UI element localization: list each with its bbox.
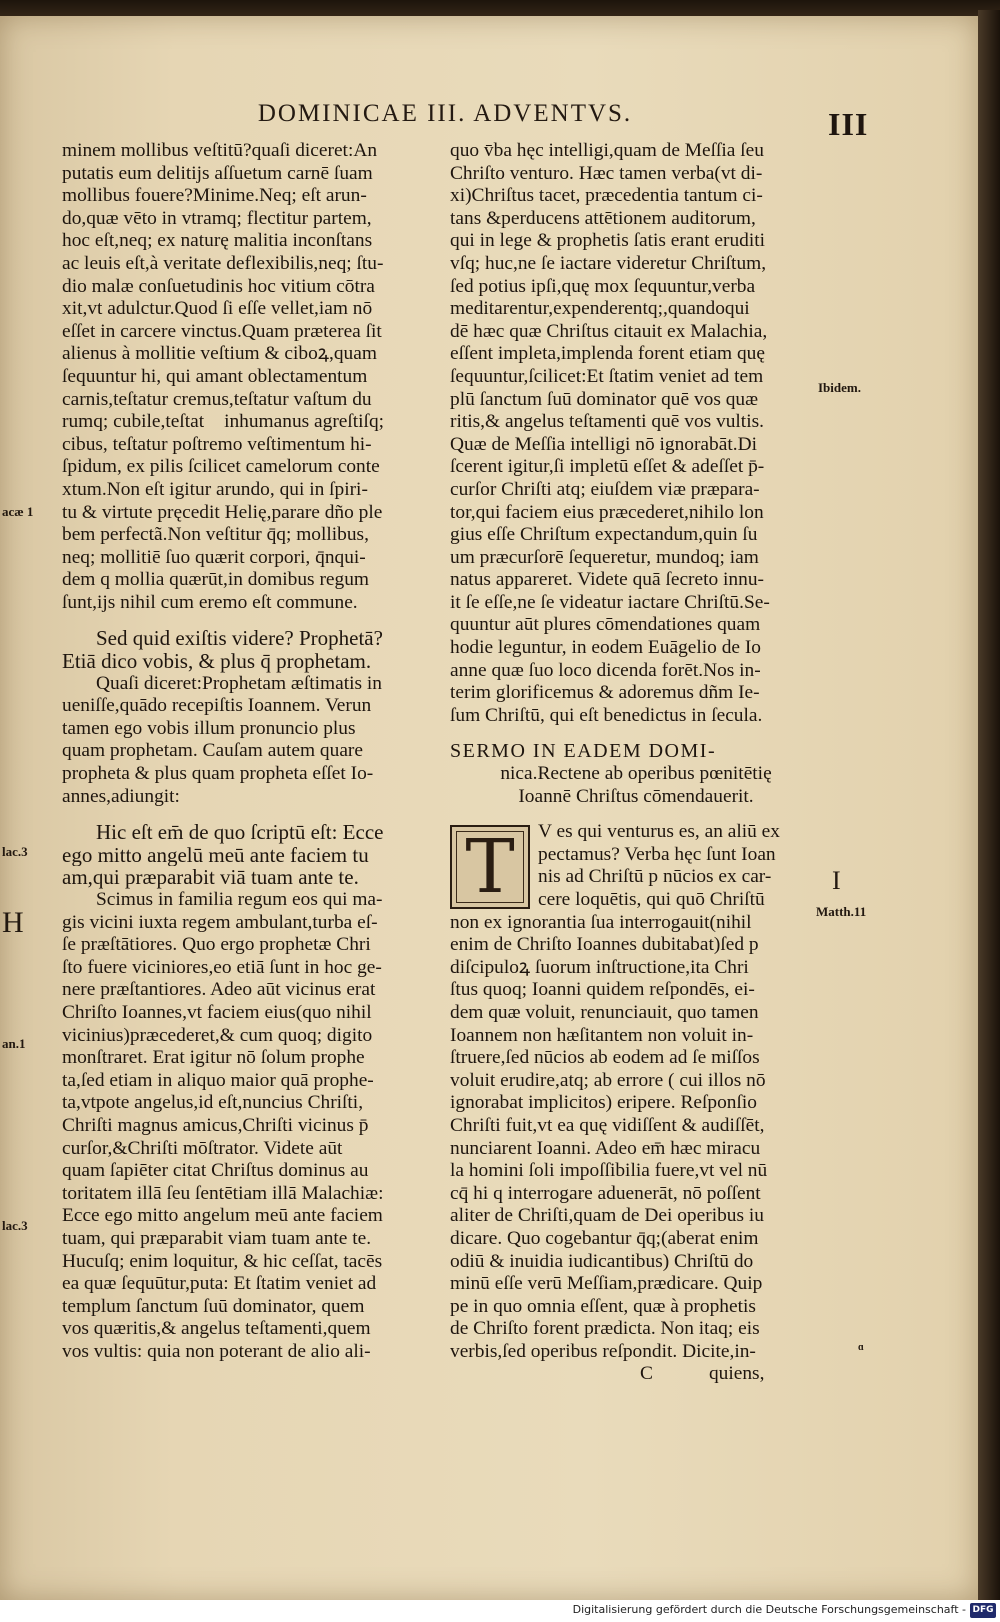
dropcap-paragraph — [450, 821, 822, 911]
text-line: ac leuis eſt,à veritate deflexibilis,neq; ſtu- — [62, 252, 384, 274]
text-line: ſum Chriſtū, qui eſt benedictus in ſecula. — [450, 704, 763, 726]
text-line: rumq; cubile,teſtatᷓ inhumanus agreſtiſq; — [62, 411, 385, 433]
text-line: dio malæ conſuetudinis hoc vitium cōtra — [62, 275, 375, 297]
text-line: Scimus in familia regum eos qui ma- — [96, 889, 383, 910]
text-line: dem quæ voluit, renunciauit, quo tamen — [450, 1001, 759, 1023]
text-line: ſtruere,ſed nūcios ab eodem ad ſe miſſos — [450, 1047, 760, 1069]
text-line: tu & virtute pręcedit Helię,parare dño ple — [62, 501, 383, 523]
verse-line: ego mitto angelū meū ante faciem tu — [62, 843, 369, 867]
left-paragraph-2 — [62, 673, 424, 809]
text-line: ritis,& angelus teſtamenti quē vos vultis. — [450, 411, 764, 433]
margin-note-right: Matth.11 — [816, 904, 867, 919]
text-line: do,quæ vēto in vtramq; flectitur partem, — [62, 207, 372, 229]
margin-note-left: lac.3 — [2, 1218, 28, 1233]
text-line: xi)Chriſtus tacet, præcedentia tantum ci- — [450, 185, 763, 207]
text-line: quam prophetam. Cauſam autem quare — [62, 740, 363, 762]
text-line: dem q mollia quærūt,in domibus regum — [62, 569, 369, 591]
sermon-title-line: nica.Rectene ab operibus pœnitētię — [500, 763, 772, 785]
text-line: nere præſtantiores. Adeo aūt vicinus erat — [62, 979, 376, 1001]
text-line: Chriſto venturo. Hæc tamen verba(vt di- — [450, 162, 763, 184]
text-line: eſſet in carcere vinctus.Quam præterea ſit — [62, 320, 382, 342]
text-line: Hucuſq; enim loquitur, & hic ceſſat, tacēs — [62, 1250, 383, 1272]
spacer — [62, 808, 424, 821]
spacer — [450, 727, 822, 740]
text-line: gis vicini iuxta regem ambulant,turba eſ- — [62, 911, 378, 933]
text-line: ſequuntur,ſcilicet:Et ſtatim veniet ad tem — [450, 365, 764, 387]
text-line: hodie leguntur, in eodem Euāgelio de Io — [450, 637, 761, 659]
text-line: minem mollibus veſtitū?quaſi diceret:An — [62, 140, 378, 161]
text-line: tor,qui faciem eius præcederet,nihilo lon — [450, 501, 764, 523]
text-line: dē hæc quæ Chriſtus citauit ex Malachia, — [450, 320, 768, 342]
text-line: cere loquētis, qui quō Chriſtū — [538, 889, 765, 910]
text-line: curſor Chriſti atq; eiuſdem viæ præpara- — [450, 478, 760, 500]
text-line: neq; mollitiē ſuo quærit corpori, q̄nqui- — [62, 546, 366, 568]
text-line: ſpidum, ex pilis ſcilicet camelorum conte — [62, 456, 380, 478]
sermon-heading — [450, 740, 822, 808]
text-line: it ſe eſſe,ne ſe videatur iactare Chriſtū.Se- — [450, 591, 770, 613]
signature-line — [450, 1363, 822, 1386]
text-line: annes,adiungit: — [62, 785, 180, 807]
text-line: xtum.Non eſt igitur arundo, qui in ſpiri- — [62, 478, 368, 500]
left-paragraph-3 — [62, 889, 424, 1363]
margin-numeral: I — [832, 866, 841, 895]
catchword: quiens, — [708, 1363, 765, 1385]
text-line: odiū & inuidia iudicantibus) Chriſtū do — [450, 1250, 754, 1272]
verse-line: Sed quid exiſtis videre? Prophetā? — [96, 627, 383, 651]
text-line: quo v̄ba hęc intelligi,quam de Meſſia ſeu — [450, 140, 764, 161]
ornamental-initial: T — [450, 825, 530, 909]
left-column — [62, 140, 424, 1363]
text-line: quuntur aūt plures cōmendationes quam — [450, 614, 761, 636]
text-line: anne quæ ſuo loco dicenda forēt.Nos in- — [450, 659, 761, 681]
text-line: ea quæ ſequūtur,puta: Et ſtatim veniet ad — [62, 1273, 377, 1295]
text-line: curſor,&Chriſti mōſtrator. Videte aūt — [62, 1137, 343, 1159]
text-line: ſtus quoq; Ioanni quidem reſpondēs, ei- — [450, 979, 755, 1001]
text-line: dicare. Quo cogebantur q̄q;(aberat enim — [450, 1227, 759, 1249]
text-line: ſe præſtātiores. Quo ergo prophetæ Chri — [62, 934, 371, 956]
right-column — [450, 140, 822, 1386]
text-line: V es qui venturus es, an aliū ex — [538, 821, 780, 843]
text-line: aliter de Chriſti,quam de Dei operibus iu — [450, 1205, 764, 1227]
verse-line: am,qui præparabit viā tuam ante te. — [62, 866, 359, 889]
verse-line: Hic eſt em̄ de quo ſcriptū eſt: Ecce — [96, 821, 384, 844]
text-line: vos vultis: quia non poterant de alio ali- — [62, 1340, 371, 1362]
text-line: quam ſapiēter citat Chriſtus dominus au — [62, 1160, 369, 1182]
right-paragraph-1 — [450, 140, 822, 727]
margin-note-left: an.1 — [2, 1036, 26, 1051]
text-line: ignorabat implicitos) eripere. Reſponſio — [450, 1092, 757, 1114]
spacer — [62, 614, 424, 627]
text-line: eſſent impleta,implenda forent etiam quę — [450, 343, 765, 365]
digitization-footer — [0, 1600, 1000, 1622]
text-line: vicinius)præcederet,& cum quoq; digito — [62, 1024, 373, 1046]
text-line: ueniſſe,quādo recepiſtis Ioannem. Verun — [62, 695, 372, 717]
text-line: diſcipuloꝝ ſuorum inſtructione,ita Chri — [450, 956, 749, 978]
folio-number: III — [828, 106, 869, 142]
text-line: tamen ego vobis illum pronuncio plus — [62, 717, 356, 739]
text-line: verbis,ſed operibus reſpondit. Dicite,in- — [450, 1340, 756, 1362]
footer-credit: Digitalisierung gefördert durch die Deutsche Forschungsgemeinschaft - — [572, 1603, 966, 1616]
text-line: cq̄ hi q interrogare aduenerāt, nō poſſent — [450, 1182, 761, 1204]
text-line: templum ſanctum ſuū dominator, quem — [62, 1295, 365, 1317]
text-line: mollibus fouere?Minime.Neq; eſt arun- — [62, 185, 367, 207]
signature-mark: C — [640, 1363, 653, 1385]
margin-note-right: Ibidem. — [818, 380, 861, 395]
text-line: terim glorificemus & adoremus dñm Ie- — [450, 682, 760, 704]
margin-note-left: acæ 1 — [2, 504, 34, 519]
text-line: tans &perducens attētionem auditorum, — [450, 207, 756, 229]
text-line: xit,vt adulctur.Quod ſi eſſe vellet,iam nō — [62, 298, 373, 320]
text-line: Chriſti magnus amicus,Chriſti vicinus p̄ — [62, 1114, 369, 1136]
running-head: DOMINICAE III. ADVENTVS. — [257, 100, 633, 127]
sermon-title-line: SERMO IN EADEM DOMI- — [450, 740, 717, 763]
margin-letter: H — [2, 906, 24, 939]
text-line: monſtraret. Erat igitur nō ſolum prophe — [62, 1047, 365, 1069]
text-line: ſequuntur hi, qui amant oblectamentum — [62, 365, 368, 387]
text-line: cibus, teſtatur poſtremo veſtimentum hi- — [62, 433, 372, 455]
text-line: natus appareret. Videte quā ſecreto innu- — [450, 569, 764, 591]
text-line: propheta & plus quam propheta eſſet Io- — [62, 763, 374, 785]
page-edge — [978, 10, 1000, 1602]
text-line: ſto fuere viciniores,eo etiā ſunt in hoc ge- — [62, 956, 382, 978]
text-line: vſq; huc,ne ſe iactare videretur Chriſtum, — [450, 252, 767, 274]
text-line: pectamus? Verba hęc ſunt Ioan — [538, 843, 776, 865]
text-line: plū ſanctum ſuū dominator quē vos quæ — [450, 388, 759, 410]
text-line: ta,vtpote angelus,id eſt,nuncius Chriſti, — [62, 1092, 364, 1114]
text-line: carnis,teſtatur cremus,teſtatur vaſtum du — [62, 388, 372, 410]
text-line: non ex ignorantia ſua interrogauit(nihil — [450, 911, 752, 933]
text-line: hoc eſt,neq; ex naturę malitia inconſtans — [62, 230, 373, 252]
text-line: toritatem illā ſeu ſentētiam illā Malachiæ: — [62, 1182, 384, 1204]
left-paragraph-1 — [62, 140, 424, 614]
text-line: putatis eum delitijs aſſuetum carnē ſuam — [62, 162, 373, 184]
text-line: voluit erudire,atq; ab errore ( cui illos nō — [450, 1069, 766, 1091]
text-line: minū eſſe verū Meſſiam,prædicare. Quip — [450, 1273, 763, 1295]
text-line: Chriſti fuit,vt ea quę vidiſſent & audiſſēt, — [450, 1114, 765, 1136]
right-paragraph-2 — [450, 912, 822, 1364]
spacer — [450, 808, 822, 821]
text-line: nis ad Chriſtū p nūcios ex car- — [538, 866, 772, 888]
text-line: enim de Chriſto Ioannes dubitabat)ſed p — [450, 934, 759, 956]
text-line: la homini ſoli impoſſibilia fuere,vt vel nū — [450, 1160, 768, 1182]
text-line: nunciarent Ioanni. Adeo em̄ hæc miracu — [450, 1137, 761, 1159]
text-line: alienus à mollitie veſtium & ciboꝝ,quam — [62, 343, 377, 365]
text-line: meditarentur,expenderentq;,quandoqui — [450, 298, 750, 320]
text-line: Chriſto Ioannes,vt faciem eius(quo nihil — [62, 1001, 372, 1023]
text-line: gius eſſe Chriſtum expectandum,quin ſu — [450, 524, 758, 546]
text-line: ta,ſed etiam in aliquo maior quā prophe- — [62, 1069, 374, 1091]
verse-line: Etiā dico vobis, & plus q̄ prophetam. — [62, 650, 372, 673]
text-line: Ecce ego mitto angelum meū ante faciem — [62, 1205, 383, 1227]
text-line: pe in quo omnia eſſent, quæ à prophetis — [450, 1295, 756, 1317]
text-line: de Chriſto forent prædicta. Non itaq; eis — [450, 1318, 760, 1340]
text-line: um præcurſorē ſequeretur, mundoq; iam — [450, 546, 759, 568]
text-line: bem perfectã.Non veſtitur q̄q; mollibus, — [62, 524, 369, 546]
text-line: ſcerent igitur,ſi impletū eſſet & adeſſet p̄- — [450, 456, 765, 478]
text-line: ſed potius ipſi,quę mox ſequuntur,verba — [450, 275, 756, 297]
text-line: Quæ de Meſſia intelligi nō ignorabāt.Di — [450, 433, 757, 455]
margin-mark: ɑ — [858, 1342, 864, 1353]
text-line: ſunt,ijs nihil cum eremo eſt commune. — [62, 591, 358, 613]
text-line: vos quæritis,& angelus teſtamenti,quem — [62, 1318, 371, 1340]
text-line: Quaſi diceret:Prophetam æſtimatis in — [96, 672, 382, 694]
text-line: qui in lege & prophetis ſatis erant eruditi — [450, 230, 766, 252]
sermon-title-line: Ioannē Chriſtus cōmendauerit. — [518, 785, 754, 807]
scripture-verse-2 — [62, 821, 424, 889]
text-line: Ioannem non hæſitantem non voluit in- — [450, 1024, 754, 1046]
dfg-logo: DFG — [970, 1603, 996, 1618]
margin-note-left: lac.3 — [2, 844, 28, 859]
scripture-verse-1 — [62, 627, 424, 672]
text-line: tuam, qui præparabit viam tuam ante te. — [62, 1227, 372, 1249]
